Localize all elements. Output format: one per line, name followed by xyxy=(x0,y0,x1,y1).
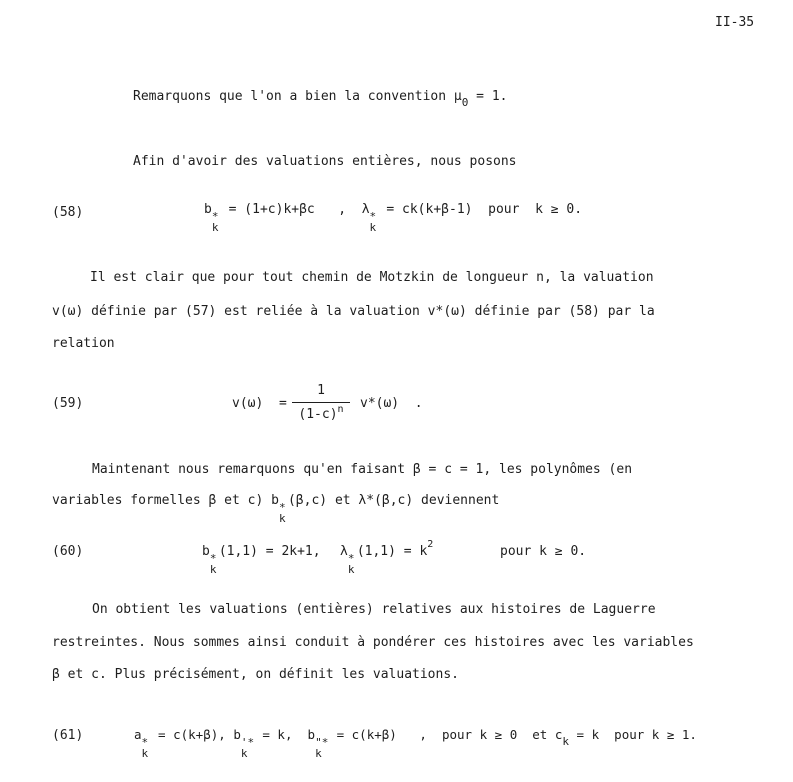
eq61-a-sub: k xyxy=(141,747,149,760)
eq61-b1-sup: '* xyxy=(240,736,255,749)
paragraph-motzkin-l1: Il est clair que pour tout chemin de Motzkin de longueur n, la valuation xyxy=(90,270,654,285)
eq61-b2: b xyxy=(307,727,316,742)
eq61-b1-rhs: = k, xyxy=(254,727,308,742)
eq59-numerator: 1 xyxy=(317,383,325,398)
p4-l2-sub: k xyxy=(278,512,286,525)
p4-l2-a: variables formelles β et c) b xyxy=(52,493,279,508)
eq58-l-sub: k xyxy=(369,221,377,234)
eq58-lambda: λ xyxy=(361,202,370,217)
equation-60 xyxy=(202,544,321,576)
eq61-b2-sup: "* xyxy=(315,736,329,749)
equation-60-label: (60) xyxy=(52,544,84,559)
paragraph-laguerre-l3: β et c. Plus précisément, on définit les valuations. xyxy=(52,667,459,682)
eq59-denominator: (1-c) xyxy=(298,407,338,422)
eq60-l-pow: 2 xyxy=(427,539,434,550)
paragraph-laguerre-l1: On obtient les valuations (entières) relatives aux histoires de Laguerre xyxy=(92,602,656,617)
equation-60-lambda xyxy=(340,539,434,576)
eq61-c-rhs: = k pour k ≥ 1. xyxy=(569,727,697,742)
eq61-b2-rhs: = c(k+β) , pour k ≥ 0 et xyxy=(329,727,555,742)
eq58-b-sup: * xyxy=(211,210,219,223)
eq60-b-rhs: (1,1) = 2k+1, xyxy=(218,544,321,559)
eq61-a: a xyxy=(134,727,142,742)
eq61-b2-sub: k xyxy=(315,747,322,760)
equation-58-label: (58) xyxy=(52,205,84,220)
paragraph-convention-end: = 1. xyxy=(468,89,508,104)
p4-l2-sup: * xyxy=(278,501,286,514)
paragraph-maintenant-l1: Maintenant nous remarquons qu'en faisant β = c = 1, les polynômes (en xyxy=(92,462,633,477)
eq61-a-sup: * xyxy=(141,736,149,749)
p4-l2-b: (β,c) et λ*(β,c) deviennent xyxy=(287,493,500,508)
eq59-fraction xyxy=(292,383,350,422)
paragraph-valuations-intro: Afin d'avoir des valuations entières, nous posons xyxy=(133,154,517,169)
eq60-l-sup: * xyxy=(347,552,355,565)
eq60-b-sub: k xyxy=(209,563,217,576)
paragraph-convention-text: Remarquons que l'on a bien la convention μ xyxy=(133,89,462,104)
eq59-lhs: v(ω) = xyxy=(232,396,287,411)
equation-61 xyxy=(134,727,697,760)
paragraph-motzkin-l3: relation xyxy=(52,336,115,351)
eq60-b-sup: * xyxy=(209,552,217,565)
paragraph-motzkin-l2: v(ω) définie par (57) est reliée à la valuation v*(ω) définie par (58) par la xyxy=(52,304,655,319)
eq60-l-sub: k xyxy=(347,563,355,576)
eq58-b: b xyxy=(204,202,212,217)
equation-58 xyxy=(204,202,583,234)
eq61-b1: b xyxy=(233,727,241,742)
eq58-b-rhs: = (1+c)k+βc , xyxy=(220,202,362,217)
paragraph-laguerre-l2: restreintes. Nous sommes ainsi conduit à pondérer ces histoires avec les variables xyxy=(52,635,694,650)
page-number: II-35 xyxy=(715,15,755,30)
paragraph-convention xyxy=(133,89,508,109)
eq59-den-exponent: n xyxy=(337,404,344,415)
eq61-b1-sub: k xyxy=(240,747,248,760)
eq60-b: b xyxy=(202,544,210,559)
equation-59-label: (59) xyxy=(52,396,84,411)
eq59-fraction-bar xyxy=(292,402,350,403)
eq59-rhs: v*(ω) . xyxy=(360,396,423,411)
paragraph-maintenant-l2 xyxy=(52,493,500,525)
eq58-l-sup: * xyxy=(369,210,377,223)
eq60-l-rhs: (1,1) = k xyxy=(356,544,428,559)
eq61-a-rhs: = c(k+β), xyxy=(150,727,234,742)
eq58-l-rhs: = ck(k+β-1) pour k ≥ 0. xyxy=(378,202,583,217)
eq61-c-sub: k xyxy=(562,735,570,748)
eq58-b-sub: k xyxy=(211,221,219,234)
eq60-lambda: λ xyxy=(340,544,348,559)
eq60-tail: pour k ≥ 0. xyxy=(500,544,587,559)
equation-61-label: (61) xyxy=(52,728,84,743)
eq61-c: c xyxy=(554,727,563,742)
mu-subscript: 0 xyxy=(461,96,469,109)
